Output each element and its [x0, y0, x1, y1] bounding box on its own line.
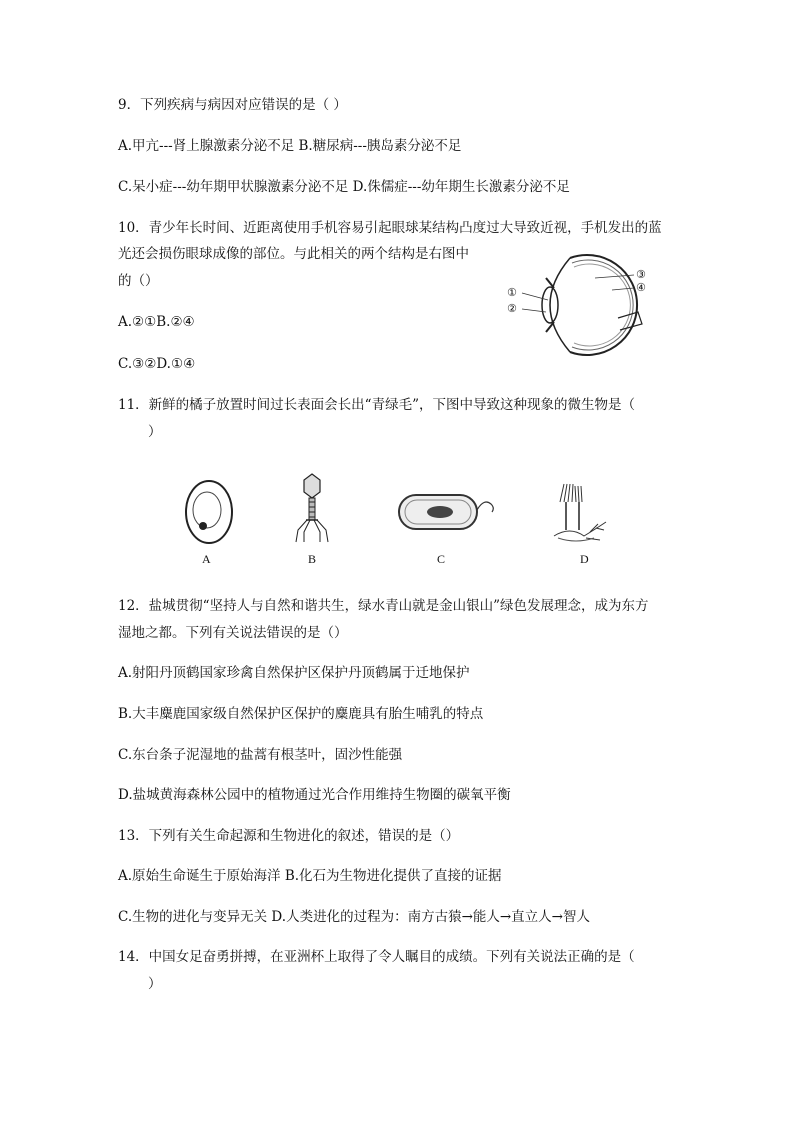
- q12-stem-line2: 湿地之都。下列有关说法错误的是（）: [118, 625, 348, 641]
- microbe-d-mold: [550, 482, 612, 546]
- q12-option-b: B.大丰麋鹿国家级自然保护区保护的麋鹿具有胎生哺乳的特点: [118, 706, 484, 722]
- caption-a: A: [202, 552, 211, 566]
- q12-option-d: D.盐城黄海森林公园中的植物通过光合作用维持生物圈的碳氧平衡: [118, 787, 511, 803]
- eye-label-1: ①: [507, 286, 517, 299]
- q13-options-cd: C.生物的进化与变异无关 D.人类进化的过程为：南方古猿→能人→直立人→智人: [118, 909, 590, 925]
- q10-options-ab: A.②①B.②④: [118, 314, 195, 330]
- microbe-a-yeast: [183, 478, 235, 546]
- q10-stem-line3: 的（）: [118, 273, 159, 289]
- q9-options-ab: A.甲亢---肾上腺激素分泌不足 B.糖尿病---胰岛素分泌不足: [118, 138, 462, 154]
- q11-stem-line2: ）: [148, 424, 162, 440]
- q12-option-c: C.东台条子泥湿地的盐蒿有根茎叶，固沙性能强: [118, 747, 403, 763]
- q12-stem-line1: 12．盐城贯彻“坚持人与自然和谐共生，绿水青山就是金山银山”绿色发展理念，成为东方: [118, 598, 649, 614]
- q11-stem-line1: 11．新鲜的橘子放置时间过长表面会长出“青绿毛”，下图中导致这种现象的微生物是（: [118, 397, 635, 413]
- caption-b: B: [308, 552, 317, 566]
- q9-stem: 9．下列疾病与病因对应错误的是（ ）: [118, 97, 347, 113]
- caption-d: D: [580, 552, 589, 566]
- eye-label-2: ②: [507, 302, 517, 315]
- q10-stem-line2: 光还会损伤眼球成像的部位。与此相关的两个结构是右图中: [118, 246, 469, 262]
- q12-option-a: A.射阳丹顶鹤国家珍禽自然保护区保护丹顶鹤属于迁地保护: [118, 665, 470, 681]
- eye-label-4: ④: [636, 281, 646, 294]
- q13-options-ab: A.原始生命诞生于原始海洋 B.化石为生物进化提供了直接的证据: [118, 868, 502, 884]
- microbe-b-virus: [292, 472, 332, 544]
- q14-stem-line1: 14．中国女足奋勇拼搏，在亚洲杯上取得了令人瞩目的成绩。下列有关说法正确的是（: [118, 949, 635, 965]
- q14-stem-line2: ）: [148, 976, 162, 992]
- q13-stem: 13．下列有关生命起源和生物进化的叙述，错误的是（）: [118, 828, 460, 844]
- microbe-c-bacterium: [396, 490, 496, 535]
- eyeball-diagram: [500, 248, 660, 363]
- q9-options-cd: C.呆小症---幼年期甲状腺激素分泌不足 D.侏儒症---幼年期生长激素分泌不足: [118, 179, 570, 195]
- caption-c: C: [437, 552, 446, 566]
- eye-label-3: ③: [636, 268, 646, 281]
- q10-stem-line1: 10．青少年长时间、近距离使用手机容易引起眼球某结构凸度过大导致近视，手机发出的蓝: [118, 220, 662, 236]
- q10-options-cd: C.③②D.①④: [118, 356, 196, 372]
